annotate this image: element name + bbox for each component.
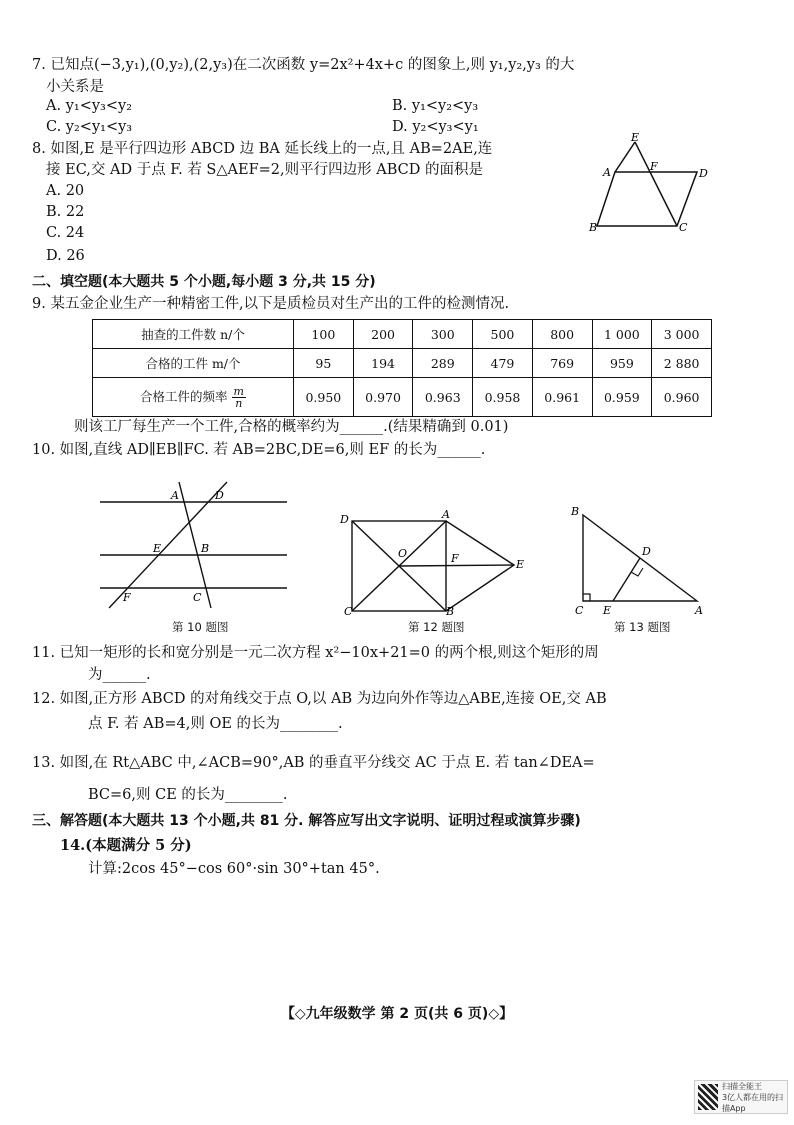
q12-figure-caption: 第 12 题图: [408, 620, 465, 634]
table-row: [93, 378, 712, 417]
q10-label-d: D: [215, 489, 224, 502]
q8-label-b: B: [589, 221, 598, 234]
table-cell: 0.970: [353, 378, 413, 417]
table-cell: 194: [353, 349, 413, 378]
qr-code-icon: [698, 1084, 718, 1110]
watermark-text: [722, 1081, 787, 1114]
table-cell: 100: [294, 320, 354, 349]
q13-label-c: C: [575, 604, 584, 617]
q8-option-b: B. 22: [46, 204, 85, 220]
q12-stem-line2: 点 F. 若 AB=4,则 OE 的长为________.: [88, 716, 343, 732]
table-cell: 0.961: [532, 378, 592, 417]
table-cell: 289: [413, 349, 473, 378]
q7-option-a: A. y₁<y₃<y₂: [46, 98, 133, 114]
q11-stem-line1: 11. 已知一矩形的长和宽分别是一元二次方程 x²−10x+21=0 的两个根,则这个矩形的周: [32, 645, 599, 661]
q10-label-c: C: [193, 591, 202, 604]
q12-label-d: D: [340, 513, 349, 526]
table-cell: 95: [294, 349, 354, 378]
section-3-heading: 三、解答题(本大题共 13 个小题,共 81 分. 解答应写出文字说明、证明过程或演算步骤): [32, 813, 581, 829]
q14-body: 计算:2cos 45°−cos 60°·sin 30°+tan 45°.: [88, 861, 380, 877]
table-cell: 800: [532, 320, 592, 349]
table-cell: 0.959: [592, 378, 652, 417]
table-cell: 479: [473, 349, 533, 378]
q12-label-f: F: [451, 552, 459, 565]
q13-stem-line2: BC=6,则 CE 的长为________.: [88, 787, 288, 803]
q12-label-c: C: [344, 605, 353, 617]
q12-label-b: B: [446, 605, 455, 617]
fraction-denominator: n: [235, 396, 243, 410]
table-cell: 2 880: [652, 349, 712, 378]
q13-label-a: A: [695, 604, 703, 617]
q10-label-b: B: [201, 542, 210, 555]
q12-label-e: E: [516, 558, 525, 571]
table-row: [93, 349, 712, 378]
q7-stem-line1: 7. 已知点(−3,y₁),(0,y₂),(2,y₃)在二次函数 y=2x²+4x+c 的图象上,则 y₁,y₂,y₃ 的大: [32, 57, 575, 73]
table-row-header: [93, 378, 294, 417]
table-cell: 0.950: [294, 378, 354, 417]
table-cell: 959: [592, 349, 652, 378]
q12-label-a: A: [442, 508, 450, 521]
fraction-numerator: m: [233, 384, 244, 398]
q13-label-e: E: [603, 604, 612, 617]
scanner-watermark: [694, 1080, 788, 1114]
q13-figure: [565, 503, 715, 618]
q8-option-d: D. 26: [46, 248, 85, 264]
page-footer: 【◇九年级数学 第 2 页(共 6 页)◇】: [280, 1006, 514, 1022]
q7-option-d: D. y₂<y₃<y₁: [392, 119, 479, 135]
q8-segment-ec: [635, 142, 677, 226]
table-cell: 0.958: [473, 378, 533, 417]
watermark-line2: 3亿人都在用的扫描App: [721, 1092, 784, 1113]
q8-label-e: E: [631, 131, 640, 144]
table-row: [93, 320, 712, 349]
table-cell: 0.960: [652, 378, 712, 417]
q10-figure-caption: 第 10 题图: [172, 620, 229, 634]
q12-figure: [338, 505, 528, 617]
q10-stem: 10. 如图,直线 AD∥EB∥FC. 若 AB=2BC,DE=6,则 EF 的长为______.: [32, 442, 486, 458]
q10-transversal-df: [109, 482, 227, 608]
q13-stem-line1: 13. 如图,在 Rt△ABC 中,∠ACB=90°,AB 的垂直平分线交 AC 于点 E. 若 tan∠DEA=: [32, 755, 595, 771]
q9-table: [92, 319, 712, 417]
q8-label-d: D: [699, 167, 708, 180]
q10-label-a: A: [171, 489, 179, 502]
q13-label-d: D: [642, 545, 651, 558]
fraction-m-over-n: [232, 386, 246, 409]
q13-right-angle-c: [583, 594, 590, 601]
q9-stem: 9. 某五金企业生产一种精密工件,以下是质检员对生产出的工件的检测情况.: [32, 296, 510, 312]
q10-label-f: F: [123, 591, 131, 604]
frequency-label: 合格工件的频率: [140, 388, 228, 404]
table-cell: 1 000: [592, 320, 652, 349]
table-cell: 200: [353, 320, 413, 349]
q7-option-c: C. y₂<y₁<y₃: [46, 119, 133, 135]
q8-label-f: F: [650, 160, 658, 173]
q12-stem-line1: 12. 如图,正方形 ABCD 的对角线交于点 O,以 AB 为边向外作等边△ABE,连接 OE,交 AB: [32, 691, 607, 707]
q14-heading: 14.(本题满分 5 分): [60, 837, 192, 854]
table-cell: 500: [473, 320, 533, 349]
table-row-header: 抽查的工件数 n/个: [93, 320, 294, 349]
table-cell: 0.963: [413, 378, 473, 417]
q8-option-c: C. 24: [46, 225, 85, 241]
q7-stem-line2: 小关系是: [46, 79, 104, 95]
section-2-heading: 二、填空题(本大题共 5 个小题,每小题 3 分,共 15 分): [32, 274, 376, 290]
table-cell: 769: [532, 349, 592, 378]
q8-label-c: C: [679, 221, 688, 234]
q12-label-o: O: [398, 547, 408, 560]
q8-stem-line1: 8. 如图,E 是平行四边形 ABCD 边 BA 延长线上的一点,且 AB=2AE,连: [32, 141, 493, 157]
q13-segment-de: [613, 558, 640, 601]
q9-question-tail: 则该工厂每生产一个工件,合格的概率约为______.(结果精确到 0.01): [74, 419, 509, 435]
q13-figure-caption: 第 13 题图: [614, 620, 671, 634]
q12-segment-oe: [399, 565, 514, 566]
table-cell: 3 000: [652, 320, 712, 349]
watermark-line1: 扫描全能王: [721, 1081, 762, 1091]
q10-figure: [95, 480, 295, 610]
q10-label-e: E: [153, 542, 162, 555]
q8-segment-ea: [615, 142, 635, 172]
q11-stem-line2: 为______.: [88, 667, 151, 683]
q7-option-b: B. y₁<y₂<y₃: [392, 98, 479, 114]
q8-option-a: A. 20: [46, 183, 85, 199]
table-cell: 300: [413, 320, 473, 349]
table-row-header: 合格的工件 m/个: [93, 349, 294, 378]
q8-stem-line2: 接 EC,交 AD 于点 F. 若 S△AEF=2,则平行四边形 ABCD 的面积是: [46, 162, 483, 178]
q13-label-b: B: [571, 505, 580, 518]
q8-figure: [585, 130, 715, 235]
q8-label-a: A: [603, 166, 611, 179]
q8-parallelogram: [597, 172, 697, 226]
